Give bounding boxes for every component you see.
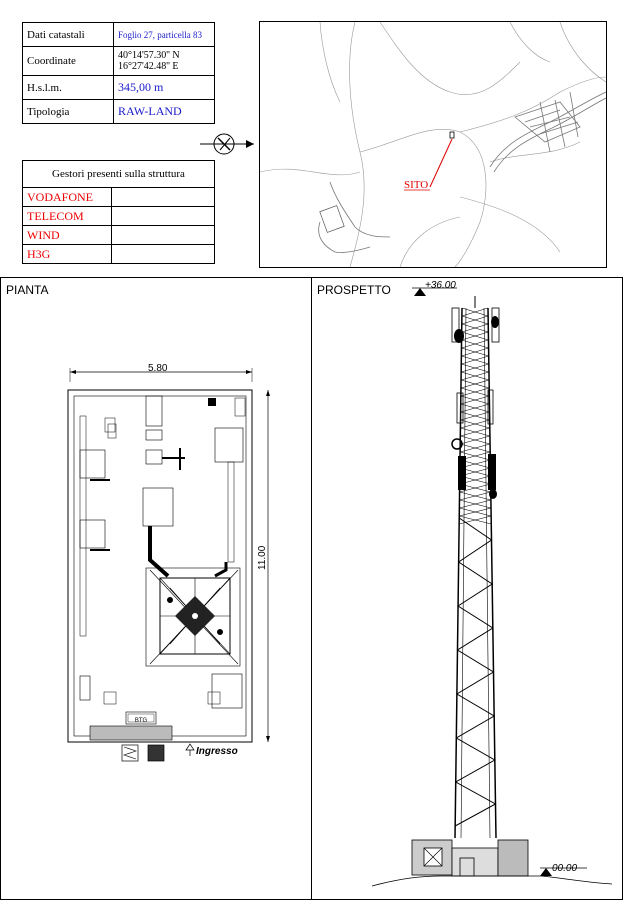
longitude-value: 16°27'42.48'' E [118, 61, 179, 72]
width-dimension: 5.80 [148, 363, 168, 374]
height-dimension: 11.00 [257, 545, 268, 570]
site-label: SITO [404, 179, 429, 191]
operators-header: Gestori presenti sulla struttura [23, 161, 215, 188]
separator [0, 277, 1, 900]
info-label: Tipologia [23, 100, 114, 124]
map-drawing [260, 22, 606, 267]
site-info-table [22, 22, 215, 124]
info-row [23, 47, 215, 76]
operator-name: H3G [23, 245, 112, 264]
operators-table [22, 160, 215, 264]
top-level-label: +36.00 [425, 280, 456, 291]
info-label: H.s.l.m. [23, 76, 114, 100]
operator-name: WIND [23, 226, 112, 245]
info-row [23, 100, 215, 124]
info-label: Dati catastali [23, 23, 114, 47]
ground-level-label: 00.00 [552, 863, 578, 874]
operator-name: VODAFONE [23, 188, 112, 207]
info-value: Foglio 27, particella 83 [114, 23, 215, 47]
info-value: RAW-LAND [114, 100, 215, 124]
elevation-title: PROSPETTO [317, 283, 391, 297]
latitude-value: 40°14'57.30'' N [118, 50, 180, 61]
plan-title: PIANTA [6, 283, 49, 297]
btg-label: BTG [134, 718, 148, 724]
elevation-drawing [312, 278, 622, 899]
info-value [114, 47, 215, 76]
operator-name: TELECOM [23, 207, 112, 226]
cadastral-map [259, 21, 607, 268]
entrance-label: Ingresso [196, 746, 238, 757]
info-row [23, 76, 215, 100]
plan-drawing [50, 360, 290, 770]
info-value: 345,00 m [114, 76, 215, 100]
info-row [23, 23, 215, 47]
north-arrow-icon [190, 128, 260, 160]
info-label: Coordinate [23, 47, 114, 76]
